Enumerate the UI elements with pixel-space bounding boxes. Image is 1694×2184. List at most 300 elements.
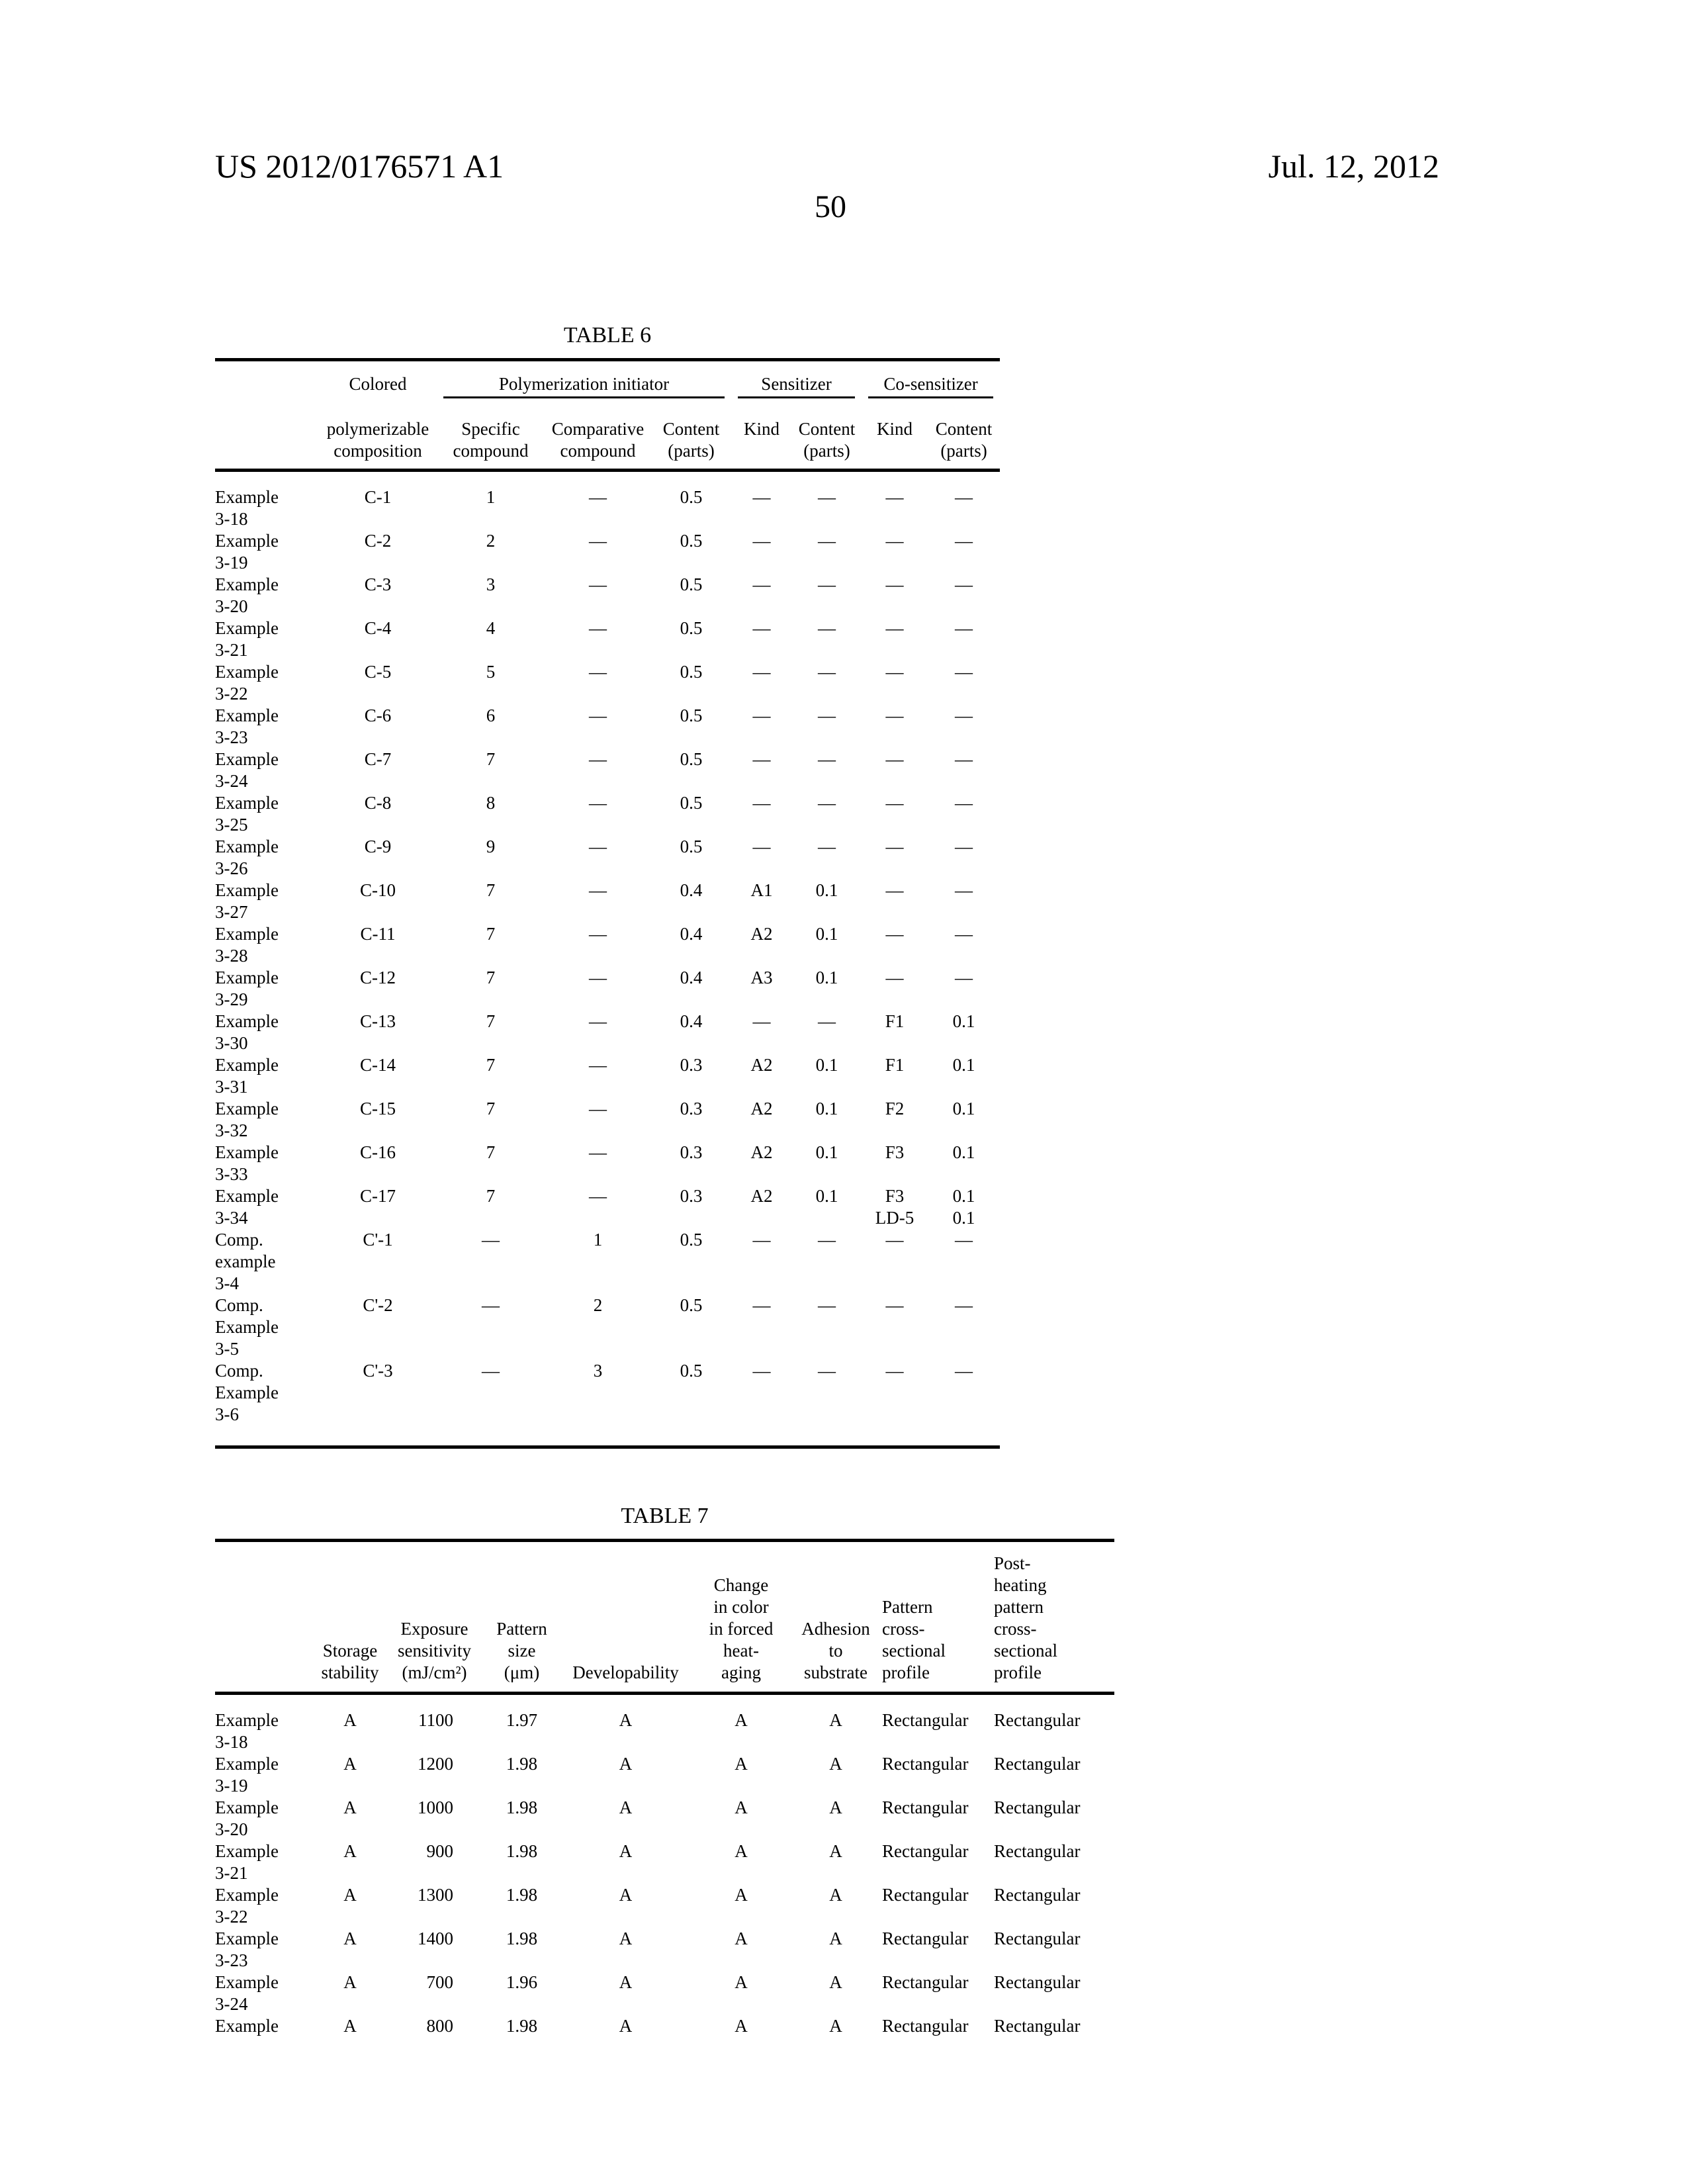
- column-header: Exposure sensitivity (mJ/cm²): [384, 1541, 485, 1694]
- column-header: polymerizable composition: [319, 418, 437, 471]
- table-cell: 0.1: [792, 1098, 862, 1142]
- row-label: Example 3-23: [215, 705, 319, 749]
- table-cell: —: [731, 661, 792, 705]
- table-cell: —: [437, 1360, 545, 1447]
- table7-title: TABLE 7: [215, 1504, 1114, 1529]
- table-cell: 0.4: [651, 1011, 731, 1054]
- table-cell: A: [693, 1884, 789, 1928]
- column-header: Storage stability: [316, 1541, 384, 1694]
- table-cell: C-4: [319, 617, 437, 661]
- table-row: [215, 705, 1000, 749]
- row-label: Comp. Example 3-6: [215, 1360, 319, 1447]
- table-cell: A: [789, 1694, 882, 1754]
- table-cell: —: [862, 617, 928, 661]
- table-row: [215, 1229, 1000, 1295]
- table-cell: 9: [437, 836, 545, 880]
- table-cell: C-15: [319, 1098, 437, 1142]
- row-label: Example 3-31: [215, 1054, 319, 1098]
- column-header: [215, 418, 319, 471]
- table-cell: Rectangular: [994, 1972, 1114, 2015]
- column-header: Developability: [558, 1541, 693, 1694]
- table-cell: —: [928, 471, 1000, 531]
- row-label: Example 3-20: [215, 1797, 316, 1841]
- table-cell: 0.1: [792, 923, 862, 967]
- row-label: Example 3-34: [215, 1185, 319, 1229]
- table-cell: —: [792, 471, 862, 531]
- table-row: [215, 617, 1000, 661]
- table-row: [215, 1753, 1114, 1797]
- table-cell: 0.5: [651, 836, 731, 880]
- table-cell: —: [731, 705, 792, 749]
- table-7: [215, 1539, 1114, 2037]
- table-cell: —: [731, 749, 792, 792]
- table-cell: —: [545, 471, 651, 531]
- table-cell: —: [545, 792, 651, 836]
- table-cell: Rectangular: [882, 1972, 994, 2015]
- table-cell: —: [928, 923, 1000, 967]
- table-cell: —: [862, 661, 928, 705]
- table-cell: —: [862, 1295, 928, 1360]
- table-cell: 0.1: [792, 1142, 862, 1185]
- table-row: [215, 923, 1000, 967]
- table-cell: A2: [731, 923, 792, 967]
- row-label: Example 3-18: [215, 471, 319, 531]
- table-cell: Rectangular: [994, 1797, 1114, 1841]
- table-row: [215, 1884, 1114, 1928]
- table-cell: Rectangular: [994, 1753, 1114, 1797]
- table-cell: A2: [731, 1098, 792, 1142]
- table-cell: A: [789, 1753, 882, 1797]
- table-cell: —: [731, 530, 792, 574]
- table-cell: 1100: [384, 1694, 485, 1754]
- column-header: Kind: [731, 418, 792, 471]
- table-cell: —: [792, 1295, 862, 1360]
- table-cell: C-10: [319, 880, 437, 923]
- table-cell: C-11: [319, 923, 437, 967]
- table-row: [215, 836, 1000, 880]
- table-cell: C-8: [319, 792, 437, 836]
- table-cell: 0.5: [651, 617, 731, 661]
- table-cell: —: [862, 836, 928, 880]
- table-cell: A: [558, 1841, 693, 1884]
- table-cell: 7: [437, 1185, 545, 1229]
- table-cell: 2: [437, 530, 545, 574]
- column-header: Adhesion to substrate: [789, 1541, 882, 1694]
- table-cell: A: [558, 1694, 693, 1754]
- table-cell: 1200: [384, 1753, 485, 1797]
- table-cell: —: [545, 574, 651, 617]
- table-cell: 0.1: [928, 1054, 1000, 1098]
- table-cell: —: [928, 1229, 1000, 1295]
- table-cell: 0.5: [651, 471, 731, 531]
- table-cell: 900: [384, 1841, 485, 1884]
- table-row: [215, 967, 1000, 1011]
- table-cell: —: [862, 967, 928, 1011]
- table-cell: 0.1: [792, 1185, 862, 1229]
- page-number: 50: [0, 189, 1661, 225]
- table-cell: 6: [437, 705, 545, 749]
- table-row: [215, 1360, 1000, 1447]
- row-label: Example 3-25: [215, 792, 319, 836]
- table-cell: —: [545, 661, 651, 705]
- table-cell: 1.98: [485, 1928, 558, 1972]
- column-header: Post- heating pattern cross- sectional profile: [994, 1541, 1114, 1694]
- column-header: Change in color in forced heat- aging: [693, 1541, 789, 1694]
- row-label: Example 3-29: [215, 967, 319, 1011]
- row-label: Example 3-18: [215, 1694, 316, 1754]
- table-cell: —: [928, 661, 1000, 705]
- table-cell: Rectangular: [994, 2015, 1114, 2037]
- column-header: Kind: [862, 418, 928, 471]
- table-cell: —: [928, 1295, 1000, 1360]
- table-cell: 1.96: [485, 1972, 558, 2015]
- table-cell: —: [437, 1229, 545, 1295]
- table-cell: —: [792, 1011, 862, 1054]
- table-cell: —: [545, 1185, 651, 1229]
- table-cell: Rectangular: [882, 1841, 994, 1884]
- table-cell: C-17: [319, 1185, 437, 1229]
- table-row: [215, 1142, 1000, 1185]
- table-cell: Rectangular: [994, 1694, 1114, 1754]
- table-cell: 0.1: [792, 967, 862, 1011]
- table-cell: 5: [437, 661, 545, 705]
- table-cell: 1.98: [485, 2015, 558, 2037]
- table-cell: —: [928, 574, 1000, 617]
- row-label: Example 3-19: [215, 1753, 316, 1797]
- table-row: [215, 880, 1000, 923]
- table-cell: 1000: [384, 1797, 485, 1841]
- table-cell: 0.5: [651, 661, 731, 705]
- table-cell: 1: [437, 471, 545, 531]
- table-cell: —: [731, 1011, 792, 1054]
- table-cell: A: [316, 1797, 384, 1841]
- table-cell: 0.5: [651, 574, 731, 617]
- table-cell: —: [862, 705, 928, 749]
- table-cell: 0.5: [651, 1360, 731, 1447]
- row-label: Example 3-27: [215, 880, 319, 923]
- row-label: Example 3-21: [215, 1841, 316, 1884]
- table-cell: A: [693, 1753, 789, 1797]
- table-cell: —: [862, 792, 928, 836]
- column-header: Comparative compound: [545, 418, 651, 471]
- table-cell: 0.5: [651, 792, 731, 836]
- table-cell: —: [731, 836, 792, 880]
- table-cell: —: [731, 1229, 792, 1295]
- table-cell: —: [862, 880, 928, 923]
- table-row: [215, 1928, 1114, 1972]
- table-cell: —: [545, 1054, 651, 1098]
- table-cell: 3: [545, 1360, 651, 1447]
- table-cell: —: [792, 836, 862, 880]
- table-cell: C-16: [319, 1142, 437, 1185]
- group-header-sensitizer: Sensitizer: [738, 373, 855, 398]
- table-cell: C-3: [319, 574, 437, 617]
- table-cell: 0.3: [651, 1185, 731, 1229]
- table-cell: 0.1: [928, 1011, 1000, 1054]
- table-cell: —: [792, 530, 862, 574]
- table-cell: —: [731, 1360, 792, 1447]
- table-cell: C-14: [319, 1054, 437, 1098]
- table-cell: —: [928, 1360, 1000, 1447]
- table-cell: —: [437, 1295, 545, 1360]
- column-header: Specific compound: [437, 418, 545, 471]
- table-cell: —: [731, 617, 792, 661]
- group-header-co-sensitizer: Co-sensitizer: [868, 373, 993, 398]
- table-row: [215, 1185, 1000, 1229]
- table-cell: A2: [731, 1185, 792, 1229]
- row-label: Example 3-32: [215, 1098, 319, 1142]
- row-label: Example 3-21: [215, 617, 319, 661]
- table-cell: —: [792, 792, 862, 836]
- table-cell: 1.98: [485, 1797, 558, 1841]
- table-cell: A2: [731, 1054, 792, 1098]
- table-row: [215, 1841, 1114, 1884]
- table-cell: —: [928, 880, 1000, 923]
- table-cell: Rectangular: [994, 1841, 1114, 1884]
- table-cell: 0.5: [651, 705, 731, 749]
- table-cell: 0.3: [651, 1054, 731, 1098]
- publication-date: Jul. 12, 2012: [1269, 147, 1439, 185]
- table-row: [215, 749, 1000, 792]
- table-cell: A: [693, 1694, 789, 1754]
- table-cell: —: [731, 792, 792, 836]
- table-cell: 7: [437, 1011, 545, 1054]
- table-cell: —: [545, 530, 651, 574]
- table-cell: —: [862, 749, 928, 792]
- table-cell: —: [545, 1142, 651, 1185]
- table-6: [215, 358, 1000, 1449]
- table-cell: A: [789, 1972, 882, 2015]
- table-cell: C-7: [319, 749, 437, 792]
- table-cell: C-13: [319, 1011, 437, 1054]
- table-cell: A: [789, 1841, 882, 1884]
- table-cell: 0.5: [651, 1229, 731, 1295]
- table-cell: A: [558, 1972, 693, 2015]
- table-cell: Rectangular: [994, 1928, 1114, 1972]
- row-label: Example 3-19: [215, 530, 319, 574]
- table-cell: 1: [545, 1229, 651, 1295]
- row-label: Example 3-23: [215, 1928, 316, 1972]
- table-cell: Rectangular: [882, 1928, 994, 1972]
- row-label: Comp. example 3-4: [215, 1229, 319, 1295]
- table-cell: 1400: [384, 1928, 485, 1972]
- table-cell: 1.98: [485, 1753, 558, 1797]
- column-header: Content (parts): [651, 418, 731, 471]
- table-cell: 3: [437, 574, 545, 617]
- table-cell: —: [862, 1360, 928, 1447]
- table-cell: A: [789, 1928, 882, 1972]
- table-cell: 7: [437, 967, 545, 1011]
- row-label: Example 3-30: [215, 1011, 319, 1054]
- table-cell: 0.4: [651, 880, 731, 923]
- table-cell: C'-3: [319, 1360, 437, 1447]
- table-cell: A: [316, 2015, 384, 2037]
- table-cell: 0.4: [651, 923, 731, 967]
- table-cell: —: [928, 792, 1000, 836]
- table-row: [215, 471, 1000, 531]
- table-cell: A1: [731, 880, 792, 923]
- table-cell: C'-1: [319, 1229, 437, 1295]
- table-cell: A: [693, 1972, 789, 2015]
- table-cell: 0.1 0.1: [928, 1185, 1000, 1229]
- column-header: Pattern size (μm): [485, 1541, 558, 1694]
- table-cell: A: [558, 1753, 693, 1797]
- table-cell: A3: [731, 967, 792, 1011]
- table-cell: —: [545, 836, 651, 880]
- table-cell: F3: [862, 1142, 928, 1185]
- table-row: [215, 574, 1000, 617]
- table-cell: C-5: [319, 661, 437, 705]
- table-cell: Rectangular: [882, 2015, 994, 2037]
- table-cell: —: [862, 530, 928, 574]
- table-cell: A: [316, 1884, 384, 1928]
- table-cell: 0.3: [651, 1098, 731, 1142]
- table-row: [215, 1797, 1114, 1841]
- table-cell: 0.5: [651, 1295, 731, 1360]
- table-cell: —: [792, 574, 862, 617]
- table-row: [215, 1972, 1114, 2015]
- table-cell: A: [693, 1841, 789, 1884]
- table-cell: —: [545, 1098, 651, 1142]
- table-cell: 0.3: [651, 1142, 731, 1185]
- table-cell: Rectangular: [882, 1753, 994, 1797]
- table-cell: A: [693, 1797, 789, 1841]
- table-cell: 7: [437, 923, 545, 967]
- table-cell: 7: [437, 1098, 545, 1142]
- table-cell: —: [545, 705, 651, 749]
- table-cell: —: [792, 661, 862, 705]
- table-cell: A: [316, 1972, 384, 2015]
- table-cell: A: [558, 1884, 693, 1928]
- table-cell: Rectangular: [882, 1694, 994, 1754]
- table-cell: 8: [437, 792, 545, 836]
- table-cell: —: [545, 749, 651, 792]
- table-cell: F3 LD-5: [862, 1185, 928, 1229]
- table-cell: —: [731, 1295, 792, 1360]
- table-cell: 0.5: [651, 749, 731, 792]
- table-cell: —: [545, 880, 651, 923]
- table-cell: —: [545, 617, 651, 661]
- column-header: Content (parts): [792, 418, 862, 471]
- table-cell: 1.97: [485, 1694, 558, 1754]
- table-cell: 7: [437, 880, 545, 923]
- table-cell: 0.4: [651, 967, 731, 1011]
- table-row: [215, 792, 1000, 836]
- row-label: Example 3-24: [215, 749, 319, 792]
- table-cell: 7: [437, 1142, 545, 1185]
- table-cell: —: [792, 1360, 862, 1447]
- table-cell: F2: [862, 1098, 928, 1142]
- table-cell: 2: [545, 1295, 651, 1360]
- table-cell: —: [928, 749, 1000, 792]
- table-cell: A: [316, 1694, 384, 1754]
- table-cell: 700: [384, 1972, 485, 2015]
- table-cell: F1: [862, 1011, 928, 1054]
- table-cell: —: [928, 530, 1000, 574]
- table-cell: A: [693, 1928, 789, 1972]
- table-row: [215, 530, 1000, 574]
- group-header-polymerization-initiator: Polymerization initiator: [443, 373, 725, 398]
- row-label: Example: [215, 2015, 316, 2037]
- table-cell: —: [545, 967, 651, 1011]
- table-cell: —: [731, 471, 792, 531]
- table-cell: 1.98: [485, 1841, 558, 1884]
- table-row: [215, 1054, 1000, 1098]
- table-cell: 0.1: [792, 1054, 862, 1098]
- table-cell: —: [792, 1229, 862, 1295]
- table-row: [215, 1011, 1000, 1054]
- column-header: Pattern cross- sectional profile: [882, 1541, 994, 1694]
- table-cell: 0.1: [928, 1098, 1000, 1142]
- column-header: Content (parts): [928, 418, 1000, 471]
- table-cell: Rectangular: [882, 1884, 994, 1928]
- table-cell: —: [862, 471, 928, 531]
- table-cell: —: [928, 967, 1000, 1011]
- table-cell: A: [316, 1841, 384, 1884]
- table-cell: —: [792, 617, 862, 661]
- row-label: Example 3-26: [215, 836, 319, 880]
- table-cell: —: [545, 1011, 651, 1054]
- table-cell: 0.1: [928, 1142, 1000, 1185]
- table-cell: A: [316, 1753, 384, 1797]
- table-cell: Rectangular: [994, 1884, 1114, 1928]
- table-cell: A: [558, 1928, 693, 1972]
- row-label: Example 3-22: [215, 661, 319, 705]
- table-row: [215, 1295, 1000, 1360]
- publication-number: US 2012/0176571 A1: [215, 147, 504, 185]
- table-cell: 7: [437, 1054, 545, 1098]
- table-cell: —: [545, 923, 651, 967]
- table-cell: A2: [731, 1142, 792, 1185]
- table-cell: A: [558, 2015, 693, 2037]
- table-row: [215, 1098, 1000, 1142]
- table-cell: F1: [862, 1054, 928, 1098]
- table-cell: 800: [384, 2015, 485, 2037]
- table-cell: C-9: [319, 836, 437, 880]
- table-cell: Rectangular: [882, 1797, 994, 1841]
- table-cell: —: [792, 749, 862, 792]
- table-cell: C-1: [319, 471, 437, 531]
- table-cell: A: [789, 1797, 882, 1841]
- row-label: Example 3-22: [215, 1884, 316, 1928]
- table-cell: —: [862, 574, 928, 617]
- table-cell: —: [862, 923, 928, 967]
- row-label: Example 3-28: [215, 923, 319, 967]
- table-row: [215, 661, 1000, 705]
- table-cell: C-2: [319, 530, 437, 574]
- table-cell: 1300: [384, 1884, 485, 1928]
- column-header: [215, 1541, 316, 1694]
- table-cell: A: [789, 1884, 882, 1928]
- table-cell: A: [789, 2015, 882, 2037]
- table-cell: 7: [437, 749, 545, 792]
- table-cell: C-6: [319, 705, 437, 749]
- table-cell: 0.1: [792, 880, 862, 923]
- table-cell: C-12: [319, 967, 437, 1011]
- table-cell: —: [928, 705, 1000, 749]
- row-label: Example 3-33: [215, 1142, 319, 1185]
- table-row: [215, 1694, 1114, 1754]
- table-cell: —: [792, 705, 862, 749]
- row-label: Example 3-24: [215, 1972, 316, 2015]
- group-header-colored: Colored: [319, 360, 437, 419]
- table-cell: —: [928, 617, 1000, 661]
- table-cell: 0.5: [651, 530, 731, 574]
- table-cell: —: [731, 574, 792, 617]
- table-cell: A: [693, 2015, 789, 2037]
- table-cell: —: [862, 1229, 928, 1295]
- table-cell: —: [928, 836, 1000, 880]
